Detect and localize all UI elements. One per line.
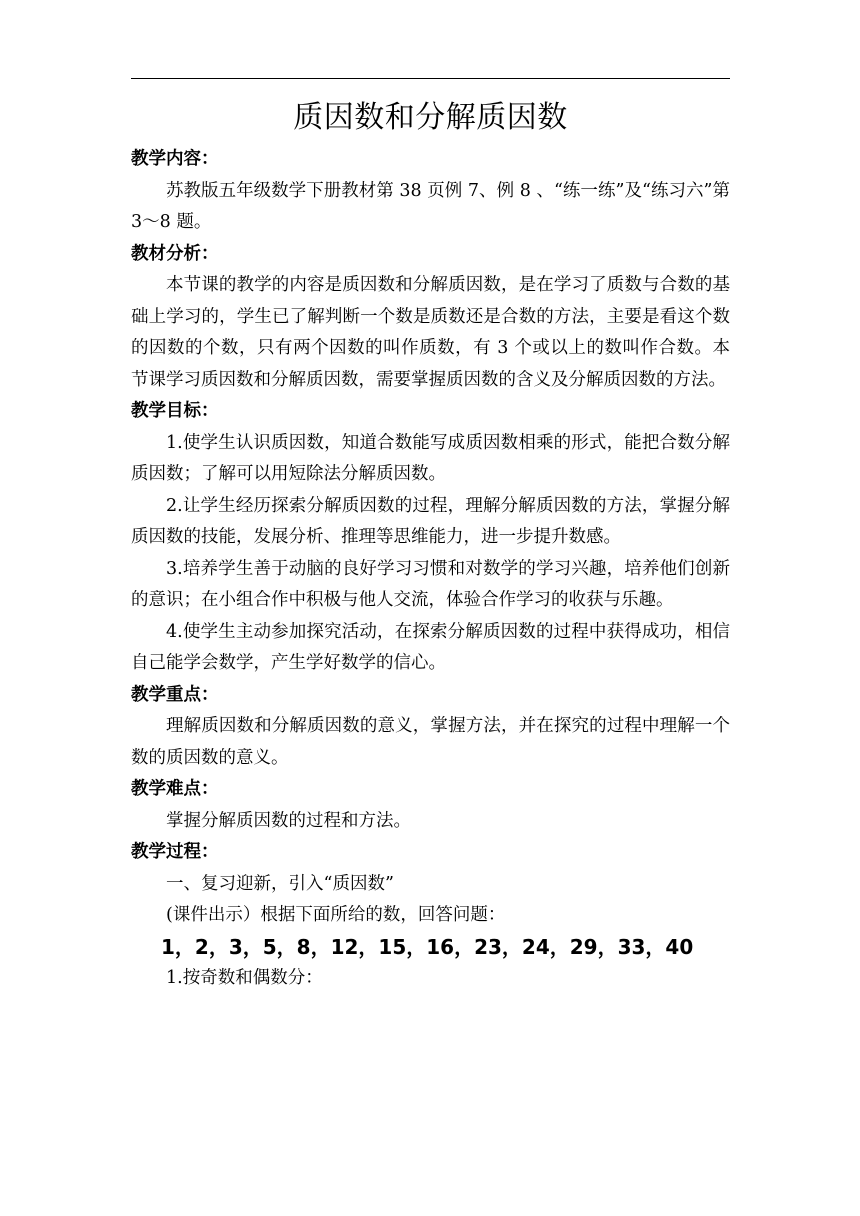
- section-heading-key: 教学重点：: [131, 684, 219, 705]
- section-heading-content: 教学内容：: [131, 149, 219, 169]
- paragraph: 一、复习迎新，引入“质因数”: [166, 873, 394, 894]
- paragraph: (课件出示）根据下面所给的数，回答问题：: [166, 905, 506, 925]
- paragraph: 本节课的教学的内容是质因数和分解质因数，是在学习了质数与合数的基础上学习的，学生已了解判断一个数是质数还是合数的方法，主要是看这个数的因数的个数，只有两个因数的叫作质数，有 3 个或以上的数叫作合数。本节课学习质因数和分解质因数，需要掌握质因数的含义及分解质因数的方法。: [131, 275, 730, 390]
- section-heading-process: 教学过程：: [131, 842, 219, 862]
- goal-item-1: 1.使学生认识质因数，知道合数能写成质因数相乘的形式，能把合数分解质因数；了解可以用短除法分解质因数。: [131, 432, 730, 484]
- goal-item-2: 2.让学生经历探索分解质因数的过程，理解分解质因数的方法，掌握分解质因数的技能，发展分析、推理等思维能力，进一步提升数感。: [131, 495, 730, 547]
- section-heading-difficulty: 教学难点：: [131, 779, 219, 799]
- number-list: 1，2，3，5，8，12，15，16，23，24，29，33，40: [161, 934, 694, 959]
- goal-item-4: 4.使学生主动参加探究活动，在探索分解质因数的过程中获得成功，相信自己能学会数学，产生学好数学的信心。: [131, 621, 730, 673]
- document-body: [131, 92, 730, 995]
- paragraph: 苏教版五年级数学下册教材第 38 页例 7、例 8 、“练一练”及“练习六”第 3～8 题。: [131, 180, 730, 232]
- header-rule: [131, 78, 730, 79]
- document-title: 质因数和分解质因数: [293, 100, 568, 135]
- paragraph: 理解质因数和分解质因数的意义，掌握方法，并在探究的过程中理解一个数的质因数的意义。: [131, 716, 730, 768]
- goal-item-3: 3.培养学生善于动脑的良好学习习惯和对数学的学习兴趣，培养他们创新的意识；在小组合作中积极与他人交流，体验合作学习的收获与乐趣。: [131, 558, 730, 610]
- section-heading-goals: 教学目标：: [131, 401, 219, 421]
- section-heading-analysis: 教材分析：: [131, 243, 219, 264]
- paragraph: 掌握分解质因数的过程和方法。: [166, 810, 411, 831]
- paragraph: 1.按奇数和偶数分：: [166, 968, 323, 988]
